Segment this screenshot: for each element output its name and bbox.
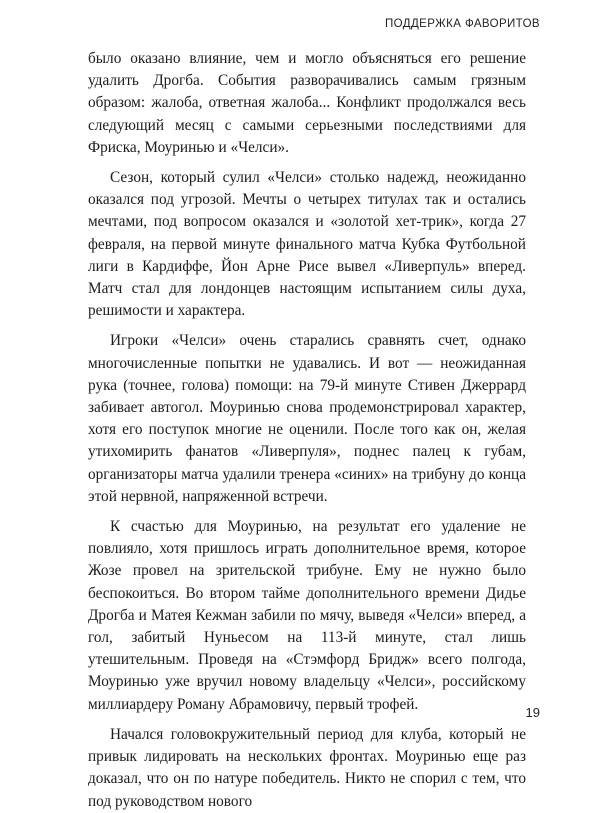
body-text: [88, 48, 526, 813]
page-number: 19: [525, 705, 540, 720]
paragraph-4: К счастью для Моуринью, на результат его удаление не повлияло, хотя пришлось играть дополнительное время, которое Жозе провел на зрительской трибуне. Ему не нужно было беспокоиться. Во втором тайме дополнительного времени Дидье Дрогба и Матея Кежман забили по мячу, выведя «Челси» вперед, а гол, забитый Нуньесом на 113-й минуте, стал лишь утешительным. Проведя на «Стэмфорд Бридж» всего полгода, Моуринью уже вручил новому владельцу «Челси», российскому миллиардеру Роману Абрамовичу, первый трофей.: [88, 518, 526, 713]
paragraph-1: было оказано влияние, чем и могло объясняться его решение удалить Дрогба. События разворачивались самым грязным образом: жалоба, ответная жалоба... Конфликт продолжался весь следующий месяц с самыми серьезными последствиями для Фриска, Моуринью и «Челси».: [88, 50, 526, 156]
paragraph-2: Сезон, который сулил «Челси» столько надежд, неожиданно оказался под угрозой. Мечты о четырех титулах так и остались мечтами, под вопросом оказался и «золотой хет-трик», когда 27 февраля, на первой минуте финального матча Кубка Футбольной лиги в Кардиффе, Йон Арне Рисе вывел «Ливерпуль» вперед. Матч стал для лондонцев настоящим испытанием силы духа, решимости и характера.: [88, 169, 526, 320]
paragraph-5: Начался головокружительный период для клуба, который не привык лидировать на нескольких фронтах. Моуринью еще раз доказал, что он по натуре победитель. Никто не спорил с тем, что под руководством нового: [88, 725, 526, 810]
paragraph-3: Игроки «Челси» очень старались сравнять счет, однако многочисленные попытки не удавались. И вот — неожиданная рука (точнее, голова) помощи: на 79-й минуте Стивен Джеррард забивает автогол. Моуринью снова продемонстрировал характер, хотя его поступок многие не оценили. После того как он, желая утихомирить фанатов «Ливерпуля», поднес палец к губам, организаторы матча удалили тренера «синих» на трибуну до конца этой нервной, напряженной встречи.: [88, 332, 526, 505]
running-header: ПОДДЕРЖКА ФАВОРИТОВ: [385, 18, 540, 30]
